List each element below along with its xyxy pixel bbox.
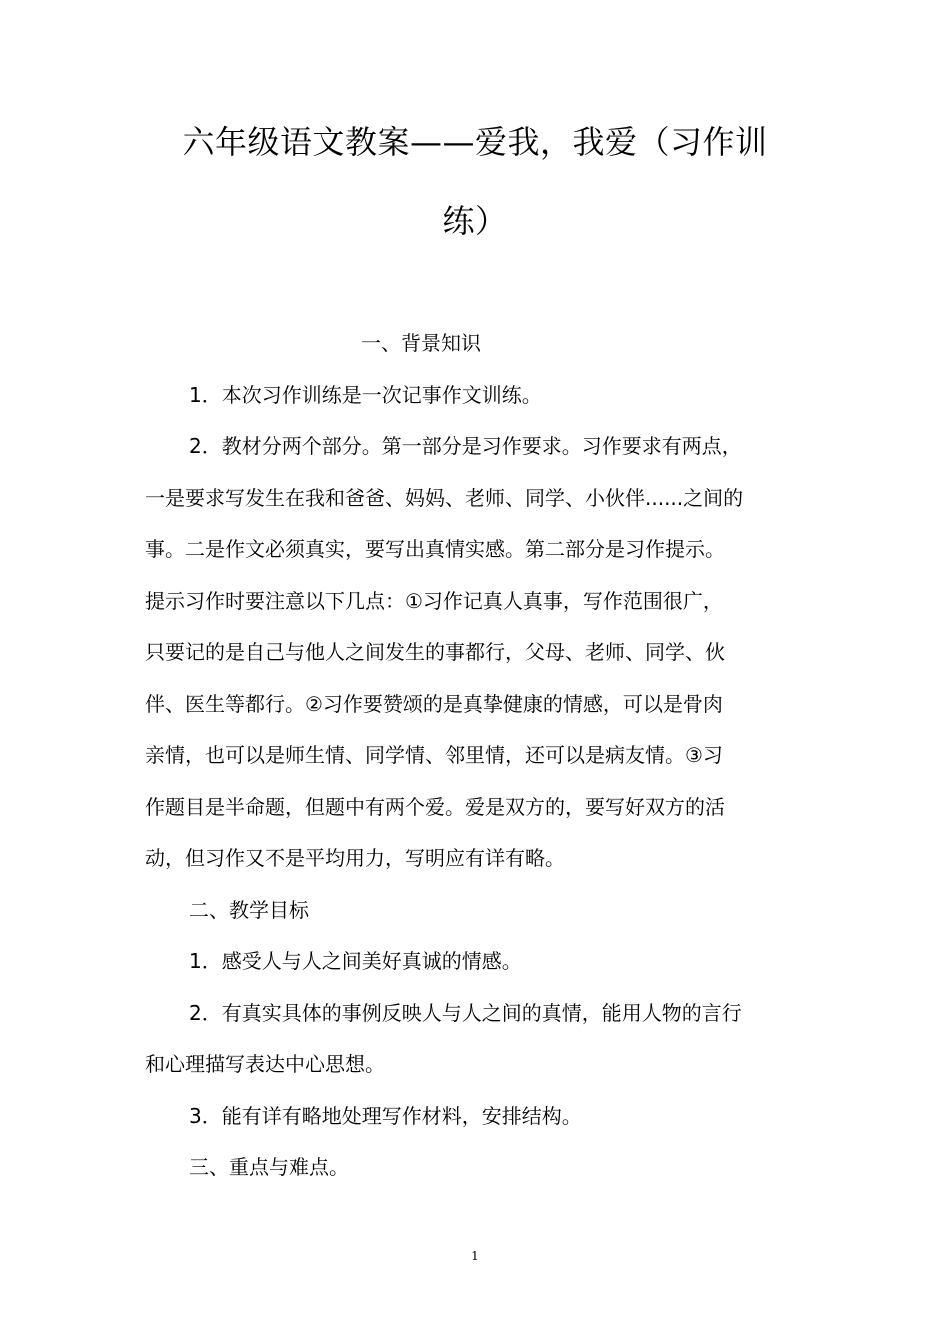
paragraph-line: 和心理描写表达中心思想。 — [145, 1052, 385, 1076]
paragraph-line: 1．本次习作训练是一次记事作文训练。 — [189, 382, 542, 407]
section-heading-goals: 二、教学目标 — [189, 897, 309, 922]
paragraph-line: 3．能有详有略地处理写作材料，安排结构。 — [189, 1103, 582, 1128]
paragraph-line: 2．教材分两个部分。第一部分是习作要求。习作要求有两点， — [189, 434, 742, 458]
paragraph-line: 亲情，也可以是师生情、同学情、邻里情，还可以是病友情。③习 — [145, 743, 723, 767]
paragraph-line: 动，但习作又不是平均用力，写明应有详有略。 — [145, 846, 565, 870]
paragraph-line: 作题目是半命题，但题中有两个爱。爱是双方的，要写好双方的活 — [145, 794, 725, 819]
paragraph-line: 事。二是作文必须真实，要写出真情实感。第二部分是习作提示。 — [145, 537, 725, 561]
paragraph-line: 伴、医生等都行。②习作要赞颂的是真挚健康的情感，可以是骨肉 — [145, 691, 723, 716]
section-heading-key-points: 三、重点与难点。 — [189, 1155, 349, 1179]
document-title-line-2: 练） — [442, 202, 508, 240]
document-body — [145, 318, 805, 1194]
document-title-line-1: 六年级语文教案——爱我，我爱（习作训 — [182, 123, 768, 161]
paragraph-line: 2．有真实具体的事例反映人与人之间的真情，能用人物的言行 — [189, 1000, 742, 1025]
page-number: 1 — [471, 1249, 479, 1263]
section-heading-background: 一、背景知识 — [361, 331, 481, 355]
paragraph-line: 只要记的是自己与他人之间发生的事都行，父母、老师、同学、伙 — [145, 640, 725, 664]
paragraph-line: 提示习作时要注意以下几点：①习作记真人真事，写作范围很广， — [145, 588, 723, 613]
paragraph-line: 1．感受人与人之间美好真诚的情感。 — [189, 949, 522, 973]
paragraph-line: 一是要求写发生在我和爸爸、妈妈、老师、同学、小伙伴......之间的 — [145, 485, 744, 510]
